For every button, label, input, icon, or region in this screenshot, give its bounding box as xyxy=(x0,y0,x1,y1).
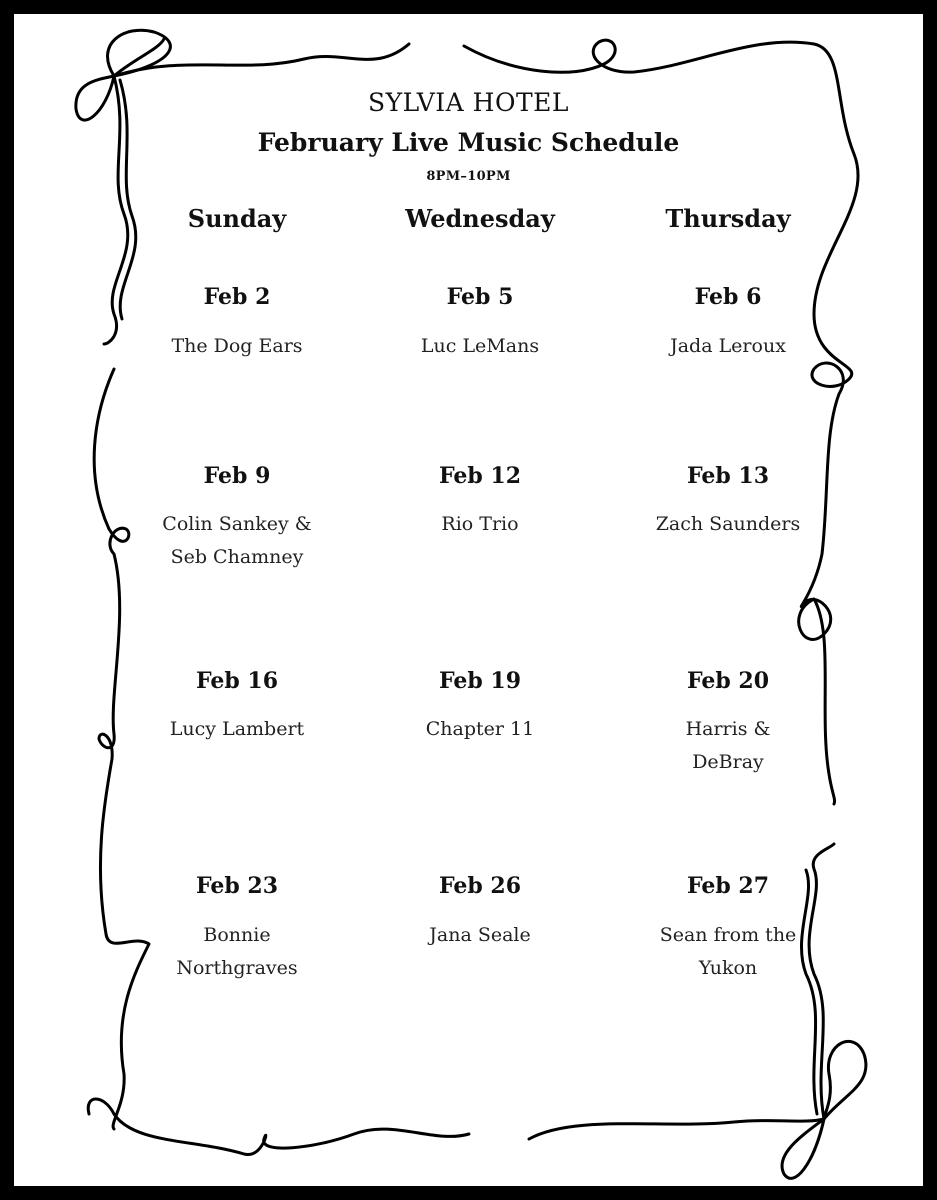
day-header-sunday: Sunday xyxy=(187,204,287,233)
gig-date: Feb 12 xyxy=(438,463,522,489)
gig-date: Feb 6 xyxy=(694,284,762,310)
gig-act: Jana Seale xyxy=(429,924,531,946)
gig-act: Jada Leroux xyxy=(670,335,786,357)
show-time: 8PM–10PM xyxy=(426,169,511,184)
schedule-subtitle: February Live Music Schedule xyxy=(257,128,680,157)
gig-act: Sean from the Yukon xyxy=(659,924,797,979)
gig-date: Feb 19 xyxy=(438,668,522,694)
bottom-ribbon-right xyxy=(529,1119,824,1139)
venue-title: SYLVIA HOTEL xyxy=(367,88,570,117)
gig-act: The Dog Ears xyxy=(171,335,303,357)
gig-act: Lucy Lambert xyxy=(169,718,305,740)
gig-act: Harris & DeBray xyxy=(685,718,771,773)
gig-act: Bonnie Northgraves xyxy=(176,924,298,979)
gig-date: Feb 2 xyxy=(203,284,271,310)
gig-act: Chapter 11 xyxy=(425,718,535,740)
day-header-wednesday: Wednesday xyxy=(405,204,555,233)
gig-act: Zach Saunders xyxy=(655,513,801,535)
gig-date: Feb 23 xyxy=(195,873,279,899)
gig-date: Feb 16 xyxy=(195,668,279,694)
gig-act: Luc LeMans xyxy=(420,335,540,357)
gig-act: Rio Trio xyxy=(441,513,519,535)
gig-date: Feb 5 xyxy=(446,284,514,310)
gig-date: Feb 13 xyxy=(686,463,770,489)
ribbon-border-decoration xyxy=(14,14,923,1186)
gig-act: Colin Sankey & Seb Chamney xyxy=(162,513,312,568)
gig-date: Feb 20 xyxy=(686,668,770,694)
day-header-thursday: Thursday xyxy=(665,204,791,233)
schedule-poster xyxy=(14,14,923,1186)
bottom-ribbon-left xyxy=(88,1099,469,1154)
gig-date: Feb 26 xyxy=(438,873,522,899)
gig-date: Feb 27 xyxy=(686,873,770,899)
gig-date: Feb 9 xyxy=(203,463,271,489)
